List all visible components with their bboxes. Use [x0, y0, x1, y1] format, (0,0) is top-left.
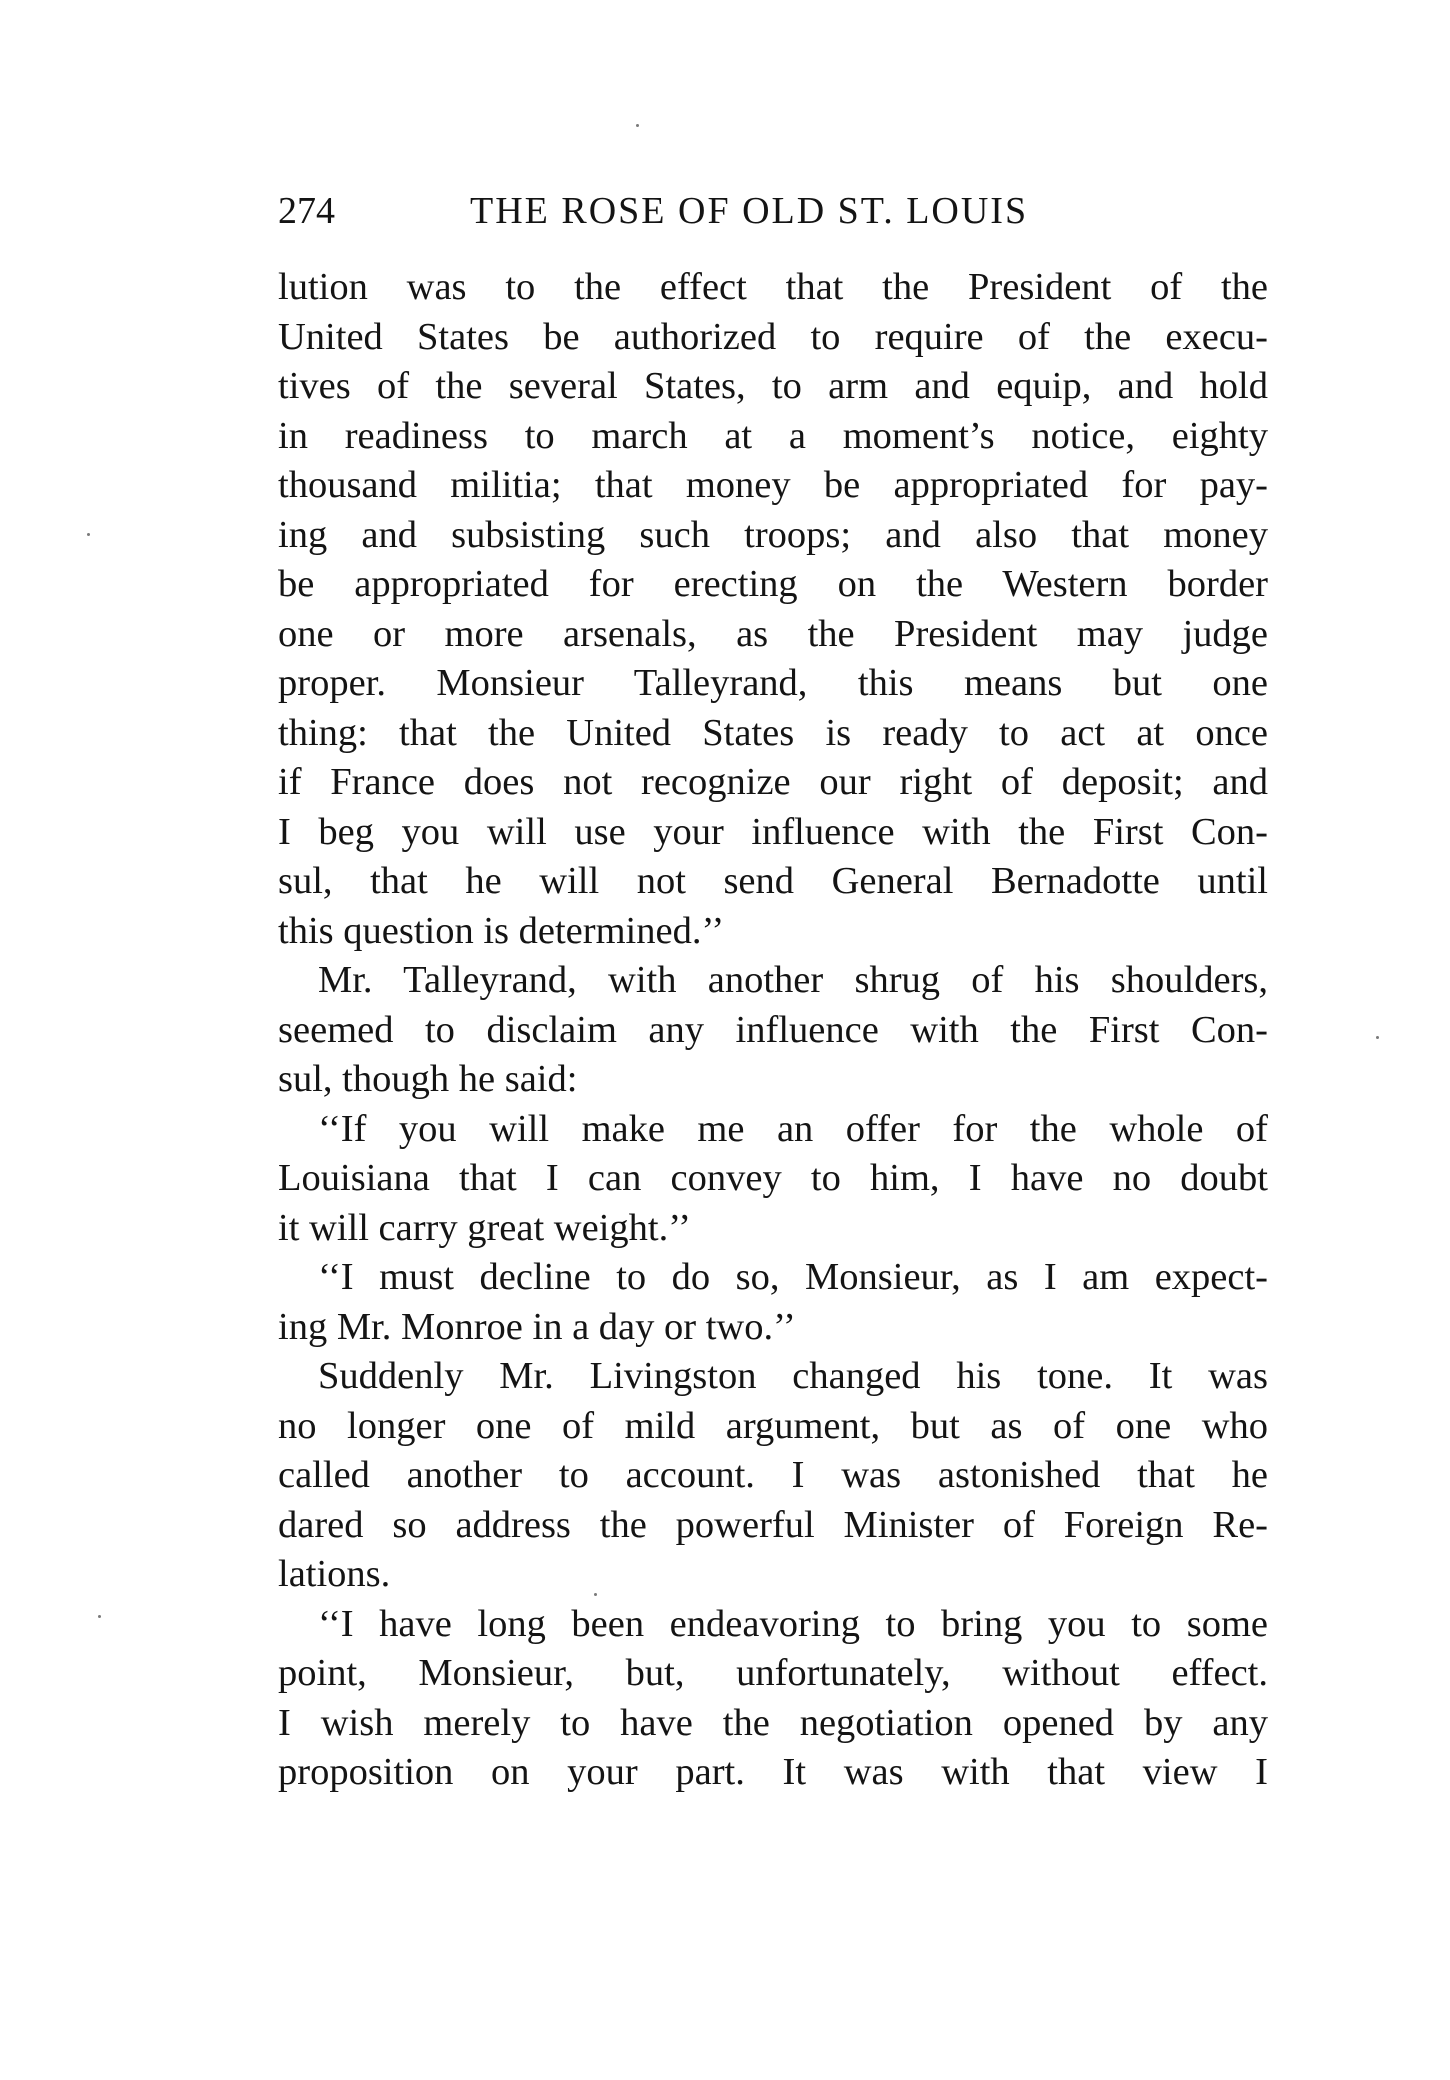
- text-line: tives of the several States, to arm and equip, and hold: [278, 365, 1268, 407]
- body-text: [278, 263, 1268, 1798]
- text-line: proposition on your part. It was with that view I: [278, 1751, 1268, 1793]
- text-line: United States be authorized to require of the execu-: [278, 315, 1268, 358]
- page-number: 274: [278, 190, 335, 232]
- text-line: proper. Monsieur Talleyrand, this means but one: [278, 662, 1268, 704]
- text-line: thousand militia; that money be appropriated for pay-: [278, 464, 1268, 506]
- scan-speck: [594, 1593, 597, 1596]
- text-line: I wish merely to have the negotiation opened by any: [278, 1701, 1268, 1744]
- running-title: THE ROSE OF OLD ST. LOUIS: [470, 190, 1029, 232]
- text-line: ‘‘If you will make me an offer for the whole of: [318, 1107, 1268, 1150]
- text-line: lations.: [278, 1553, 391, 1595]
- text-line: ing Mr. Monroe in a day or two.’’: [278, 1305, 796, 1348]
- text-line: Suddenly Mr. Livingston changed his tone. It was: [318, 1355, 1268, 1397]
- scan-speck: [1376, 1036, 1379, 1039]
- text-line: dared so address the powerful Minister of Foreign Re-: [278, 1503, 1268, 1546]
- text-line: I beg you will use your influence with the First Con-: [278, 810, 1268, 853]
- text-line: in readiness to march at a moment’s notice, eighty: [278, 414, 1268, 457]
- text-line: this question is determined.’’: [278, 909, 725, 952]
- text-line: point, Monsieur, but, unfortunately, without effect.: [278, 1652, 1268, 1694]
- scan-speck: [87, 533, 90, 536]
- text-line: lution was to the effect that the President of the: [278, 266, 1268, 308]
- text-line: sul, that he will not send General Bernadotte until: [278, 860, 1268, 902]
- text-line: seemed to disclaim any influence with the First Con-: [278, 1008, 1268, 1051]
- text-line: ‘‘I have long been endeavoring to bring you to some: [318, 1602, 1268, 1645]
- text-line: thing: that the United States is ready to act at once: [278, 711, 1268, 754]
- scan-speck: [98, 1615, 101, 1618]
- text-line: called another to account. I was astonished that he: [278, 1454, 1268, 1496]
- text-line: if France does not recognize our right of deposit; and: [278, 761, 1268, 803]
- text-line: be appropriated for erecting on the Western border: [278, 563, 1268, 605]
- text-line: no longer one of mild argument, but as of one who: [278, 1404, 1268, 1447]
- text-line: Mr. Talleyrand, with another shrug of his shoulders,: [318, 959, 1268, 1001]
- text-line: sul, though he said:: [278, 1058, 578, 1100]
- text-line: it will carry great weight.’’: [278, 1206, 691, 1249]
- text-line: one or more arsenals, as the President may judge: [278, 612, 1268, 655]
- text-line: ing and subsisting such troops; and also that money: [278, 513, 1268, 556]
- text-line: Louisiana that I can convey to him, I have no doubt: [278, 1157, 1268, 1199]
- text-line: ‘‘I must decline to do so, Monsieur, as I am expect-: [318, 1256, 1268, 1298]
- scan-speck: [636, 124, 639, 127]
- page-header: [278, 186, 1268, 236]
